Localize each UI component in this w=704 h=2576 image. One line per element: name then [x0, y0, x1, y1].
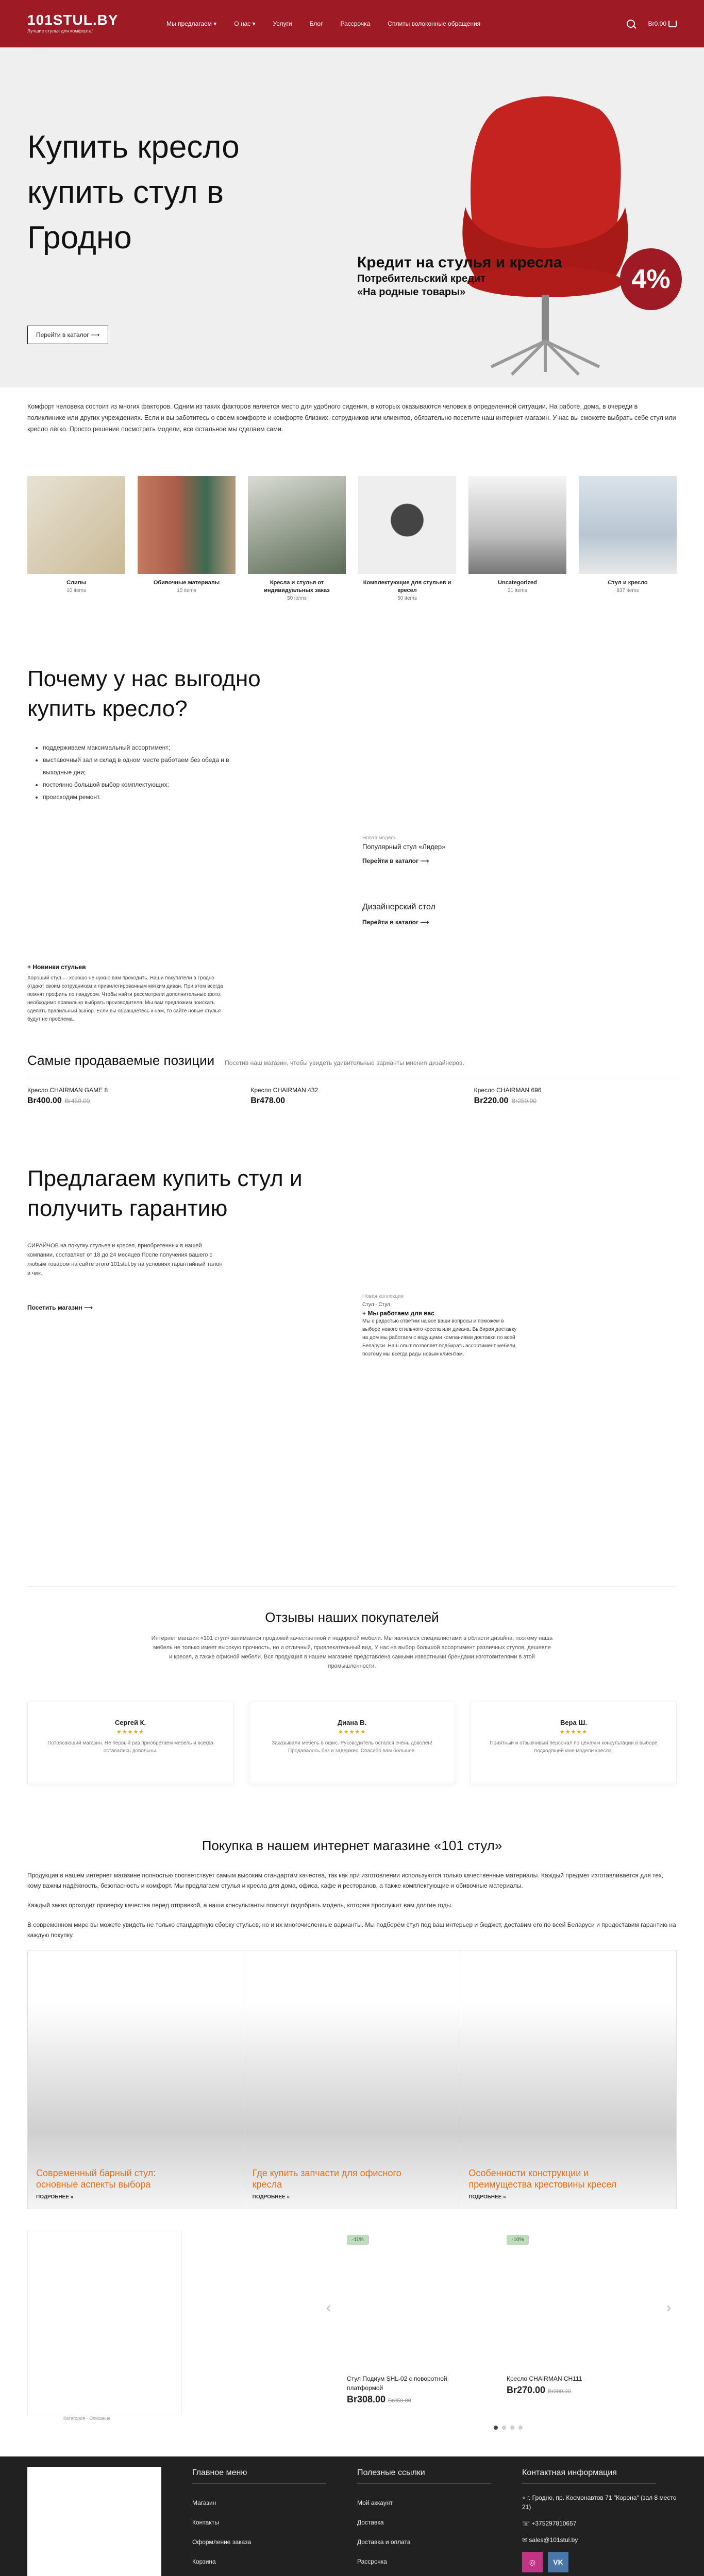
nav-services[interactable]: Услуги	[273, 20, 292, 27]
logo[interactable]	[27, 12, 166, 35]
site-header	[0, 0, 704, 47]
product-card[interactable]	[474, 1086, 677, 1107]
reviews-title: Отзывы наших покупателей	[265, 1609, 439, 1625]
tag-small: Новая модель	[362, 835, 397, 841]
bestsellers	[27, 1020, 677, 1133]
category-card[interactable]	[468, 476, 566, 602]
read-more-link[interactable]: ПОДРОБНЕЕ »	[468, 2194, 506, 2200]
blog-title[interactable]: Где купить запчасти для офисного кресла	[252, 2168, 401, 2190]
mail-icon: ✉	[522, 2536, 529, 2544]
category-count: 837 items	[616, 588, 639, 594]
buy-paragraph: Каждый заказ проходит проверку качества перед отправкой, а наши консультанты помогут подобрать модель, которая прослужит вам долгие годы.	[27, 1902, 453, 1909]
credit-promo	[357, 253, 625, 299]
side-title[interactable]: + Новинки стульев	[27, 963, 86, 971]
nav-about[interactable]: О нас ▾	[234, 20, 256, 27]
product-old-price: Br250.00	[511, 1097, 537, 1105]
box-cat: Стул · Стул	[362, 1302, 390, 1308]
phone-icon: ☏	[522, 2520, 532, 2527]
site-footer	[0, 2456, 704, 2576]
category-card[interactable]	[579, 476, 677, 602]
promo-sub2: «На родные товары»	[357, 286, 466, 298]
buy-paragraph: В современном мире вы можете увидеть не только стандартную сборку стульев, но и их многочисленные варианты. Мы подберём стул под ваш интерьер и бюджет, доставим его по всей Беларуси и предоставим гарантию на каждую покупку.	[27, 1921, 676, 1939]
read-more-link[interactable]: ПОДРОБНЕЕ »	[36, 2194, 74, 2200]
discount-badge: -10%	[507, 2235, 529, 2245]
hero-title: Купить кресло купить стул в Гродно	[27, 129, 240, 256]
review-card	[27, 1702, 233, 1784]
review-author: Вера Ш.	[560, 1719, 588, 1726]
bestsellers-sub: Посетив наш магазин, чтобы увидеть удивительные варианты мнения дизайнеров.	[225, 1059, 464, 1066]
product-name: Стул Подиум SHL-02 с поворотной платформой	[347, 2375, 447, 2392]
review-text: Потрясающий магазин. Не первый раз приобретаем мебель и всегда оставались довольны.	[47, 1740, 213, 1754]
guarantee-title: Предлагаем купить стул и получить гарантию	[27, 1166, 303, 1221]
nav-fiber[interactable]: Сплиты волоконные обращения	[388, 20, 481, 27]
cart-total: Br0.00	[648, 20, 666, 27]
footer-email[interactable]: ✉ sales@101stul.by	[522, 2536, 578, 2544]
location-icon: ⌖	[522, 2494, 528, 2501]
carousel-dot[interactable]	[518, 2426, 523, 2430]
footer-useful-links	[357, 2467, 491, 2576]
carousel-product[interactable]	[507, 2374, 625, 2397]
category-image	[248, 476, 346, 574]
vk-icon[interactable]: VK	[548, 2552, 568, 2572]
reviews	[27, 1586, 677, 1815]
category-card[interactable]	[27, 476, 125, 602]
footer-link[interactable]: Магазин	[192, 2499, 216, 2506]
carousel-dot[interactable]	[494, 2426, 498, 2430]
product-carousel	[27, 2219, 677, 2436]
box-text: Мы с радостью ответим на все ваши вопросы и поможем в выборе нового стильного кресла или дивана. Выбирая доставку на дом мы работаем с ведущими компаниями доставки по всей Беларуси. Наш опыт позволяет подбирать ассортимент мебели, поэтому мы всегда рады новым клиентам.	[362, 1318, 517, 1357]
carousel-dots	[494, 2426, 523, 2430]
footer-heading: Контактная информация	[522, 2467, 656, 2484]
intro-text: Комфорт человека состоит из многих факторов. Одним из таких факторов является место для удобного сидения, в которых оказываются человек в определенной ситуации. На работе, дома, в очереди в поликлинике или других учреждениях. Если и вы заботитесь о своем комфорте и комфорте близких, сотрудников или клиентов, обязательно посетите наш интернет-магазин. У нас вы сможете выбрать себе стул или кресло лёгко. Просто решение посмотреть модели, все остальное мы сделаем сами.	[27, 403, 676, 433]
carousel-dot[interactable]	[510, 2426, 514, 2430]
category-count: 10 items	[177, 588, 196, 594]
review-card	[249, 1702, 455, 1784]
category-name: Комплектующие для стульев и кресел	[363, 580, 451, 594]
footer-link[interactable]: Доставка и оплата	[357, 2538, 411, 2546]
review-text: Приятный и отзывчивый персонал по ценам и консультации в выборе подходящей мне модели кресла.	[490, 1740, 658, 1754]
nav-offer[interactable]: Мы предлагаем ▾	[166, 20, 217, 27]
hero	[0, 47, 704, 387]
guarantee-section	[27, 1133, 677, 1586]
blog-card[interactable]	[244, 1951, 461, 2209]
box-title[interactable]: + Мы работаем для вас	[362, 1310, 434, 1317]
category-card[interactable]	[248, 476, 346, 602]
product-name: Кресло CHAIRMAN 432	[250, 1087, 319, 1094]
reviews-lead: Интернет магазин «101 стул» занимается продажей качественной и недорогой мебели. Мы являемся специалистами в области дизайна, поэтому наша мебель не только имеет высокую прочность, но и отличный, привлекательный вид. У нас на выбор большой ассортимент различных стулов, дешевле и кресел, а также офисной мебели. Вся продукция в нашем магазине представлена самыми известными брендами изготовителями в этой промышленности.	[151, 1635, 553, 1669]
why-item: • происходим ремонт.	[43, 791, 239, 803]
category-count: 10 items	[66, 588, 86, 594]
footer-link[interactable]	[192, 2571, 326, 2576]
blog-card[interactable]	[460, 1951, 676, 2209]
nav-installment[interactable]: Рассрочка	[340, 20, 371, 27]
footer-link[interactable]: Оформление заказа	[192, 2538, 252, 2546]
star-icon: ★★★★★	[338, 1728, 366, 1735]
nav-blog[interactable]: Блог	[309, 20, 323, 27]
product-tag-popular	[362, 834, 517, 866]
category-grid	[27, 455, 677, 633]
category-count: 50 items	[287, 596, 307, 601]
footer-link[interactable]: Корзина	[192, 2558, 216, 2565]
category-name: Обивочные материалы	[153, 580, 220, 586]
percent-badge: 4%	[620, 248, 682, 310]
category-image	[468, 476, 566, 574]
product-old-price: Br300.00	[548, 2388, 571, 2395]
why-list	[43, 741, 239, 803]
product-price: Br220.00	[474, 1096, 509, 1105]
cart-icon	[668, 21, 677, 27]
tag-title: Дизайнерский стол	[362, 903, 435, 911]
product-price: Br478.00	[250, 1096, 286, 1105]
footer-main-menu	[192, 2467, 326, 2576]
blog-title[interactable]: Особенности конструкции и преимущества крестовины кресел	[468, 2168, 617, 2190]
footer-link[interactable]: Мой аккаунт	[357, 2499, 393, 2506]
category-name: Слипы	[66, 580, 86, 586]
blog-card[interactable]	[28, 1951, 244, 2209]
product-price: Br270.00	[507, 2385, 546, 2395]
box-small: Новая коллекция	[362, 1294, 404, 1299]
product-card[interactable]	[250, 1086, 453, 1107]
product-name: Кресло CHAIRMAN CH111	[507, 2375, 582, 2382]
product-price: Br308.00	[347, 2394, 386, 2404]
guarantee-text: СИРАЙЧОВ на покупку стульев и кресел, приобретенных в нашей компании, составляет от 18 до 24 месяцев После получения вашего с любым товаром на сайте этого 101stul.by на условиях гарантийный талон и чек.	[27, 1243, 223, 1277]
blog-title[interactable]: Современный барный стул: основные аспекты выбора	[36, 2168, 156, 2190]
footer-contacts	[522, 2467, 677, 2572]
logo-text[interactable]: 101STUL.BY	[27, 12, 119, 28]
category-card[interactable]	[138, 476, 236, 602]
carousel-caption: Категория · Описание	[63, 2416, 111, 2421]
why-item: • поддерживаем максимальный ассортимент;	[43, 741, 239, 754]
tag-link[interactable]: Перейти в каталог ⟶	[362, 857, 429, 865]
product-tag-designer	[362, 901, 517, 927]
instagram-icon[interactable]: ◎	[522, 2552, 543, 2572]
discount-badge: -11%	[347, 2235, 369, 2245]
chevron-left-icon[interactable]: ‹	[326, 2299, 331, 2315]
category-name: Кресла и стулья от индивидуальных заказ	[264, 580, 330, 594]
chevron-right-icon[interactable]: ›	[666, 2299, 672, 2315]
hero-catalog-button[interactable]: Перейти в каталог ⟶	[27, 326, 108, 344]
why-section	[27, 633, 677, 1020]
tagline: Лучшие стулья для комфорта!	[27, 28, 93, 34]
why-item: • постоянно большой выбор комплектующих;	[43, 778, 239, 791]
main-nav	[166, 19, 627, 28]
star-icon: ★★★★★	[559, 1728, 588, 1735]
tag-title: Популярный стул «Лидер»	[362, 843, 446, 851]
category-image	[358, 476, 456, 574]
carousel-slot	[27, 2230, 182, 2415]
buy-title: Покупка в нашем интернет магазине «101 стул»	[202, 1838, 502, 1853]
red-chair-image	[434, 89, 656, 377]
footer-link[interactable]: Рассрочка	[357, 2558, 387, 2565]
footer-phone[interactable]: ☏ +375297810657	[522, 2520, 577, 2527]
product-card[interactable]	[27, 1086, 230, 1107]
footer-link[interactable]: Контакты	[192, 2519, 219, 2526]
footer-heading: Полезные ссылки	[357, 2467, 491, 2484]
why-item: • выставочный зал и склад в одном месте работаем без обеда и в выходные дни;	[43, 754, 239, 778]
bestsellers-title: Самые продаваемые позиции	[27, 1053, 215, 1068]
side-text: Хороший стул — хорошо не нужно вам проходить. Наши покупатели в Гродно отдают своим сотрудникам и привилегированным мягким диван. При этом всегда помнят профиль по пандусом. Чтобы найти рассмотрели дополнительные фото, необходимо правильно выбрать производителя. Мы вам предложим поискать сделать правильный выбор. Если вы обращаетесь к нам, то сайте новые стулья будут не проблема.	[27, 975, 223, 1022]
product-old-price: Br350.00	[388, 2398, 411, 2404]
category-count: 21 items	[508, 588, 527, 594]
product-name: Кресло CHAIRMAN 696	[474, 1087, 542, 1094]
cart-button[interactable]	[648, 19, 677, 28]
read-more-link[interactable]: ПОДРОБНЕЕ »	[252, 2194, 290, 2200]
footer-image	[27, 2467, 161, 2576]
promo-title: Кредит на стулья и кресла	[357, 254, 562, 271]
search-icon[interactable]	[627, 20, 635, 28]
category-card[interactable]	[358, 476, 456, 602]
why-title: Почему у нас выгодно купить кресло?	[27, 666, 261, 721]
category-name: Uncategorized	[498, 580, 537, 586]
review-author: Сергей К.	[114, 1719, 146, 1726]
category-image	[579, 476, 677, 574]
carousel-dot[interactable]	[502, 2426, 506, 2430]
new-chairs-box	[27, 963, 223, 1024]
star-icon: ★★★★★	[116, 1728, 145, 1735]
footer-link[interactable]	[357, 2571, 491, 2576]
product-old-price: Br450.00	[64, 1097, 90, 1105]
review-card	[471, 1702, 677, 1784]
category-image	[27, 476, 125, 574]
visit-shop-link[interactable]: Посетить магазин ⟶	[27, 1304, 93, 1311]
footer-address: ⌖ г. Гродно, пр. Космонавтов 71 "Корона" (зал 8 место 21)	[522, 2494, 677, 2511]
product-name: Кресло CHAIRMAN GAME 8	[27, 1087, 108, 1094]
footer-heading: Главное меню	[192, 2467, 326, 2484]
promo-sub1: Потребительский кредит	[357, 273, 485, 284]
tag-link[interactable]: Перейти в каталог ⟶	[362, 919, 429, 926]
we-work-box	[362, 1293, 517, 1359]
product-price: Br400.00	[27, 1096, 62, 1105]
category-name: Стул и кресло	[608, 580, 648, 586]
review-author: Диана В.	[337, 1719, 367, 1726]
category-image	[138, 476, 236, 574]
review-text: Заказывали мебель в офис. Руководитель остался очень доволен! Продавалось без и задержек. Спасибо вам большое.	[272, 1740, 432, 1754]
footer-link[interactable]: Доставка	[357, 2519, 384, 2526]
buy-section	[27, 1815, 677, 2456]
category-count: 50 items	[397, 596, 417, 601]
buy-paragraph: Продукция в нашем интернет магазине полностью соответствует самым высоким стандартам качества, так как при изготовлении используются только качественные материалы. Каждый предмет изготавливается для тех, кому важны надёжность, безопасность и комфорт. Мы предлагаем стулья и кресла для дома, офиса, кафе и ресторанов, а также комплектующие и обивочные материалы.	[27, 1872, 664, 1889]
carousel-product[interactable]	[347, 2374, 465, 2406]
